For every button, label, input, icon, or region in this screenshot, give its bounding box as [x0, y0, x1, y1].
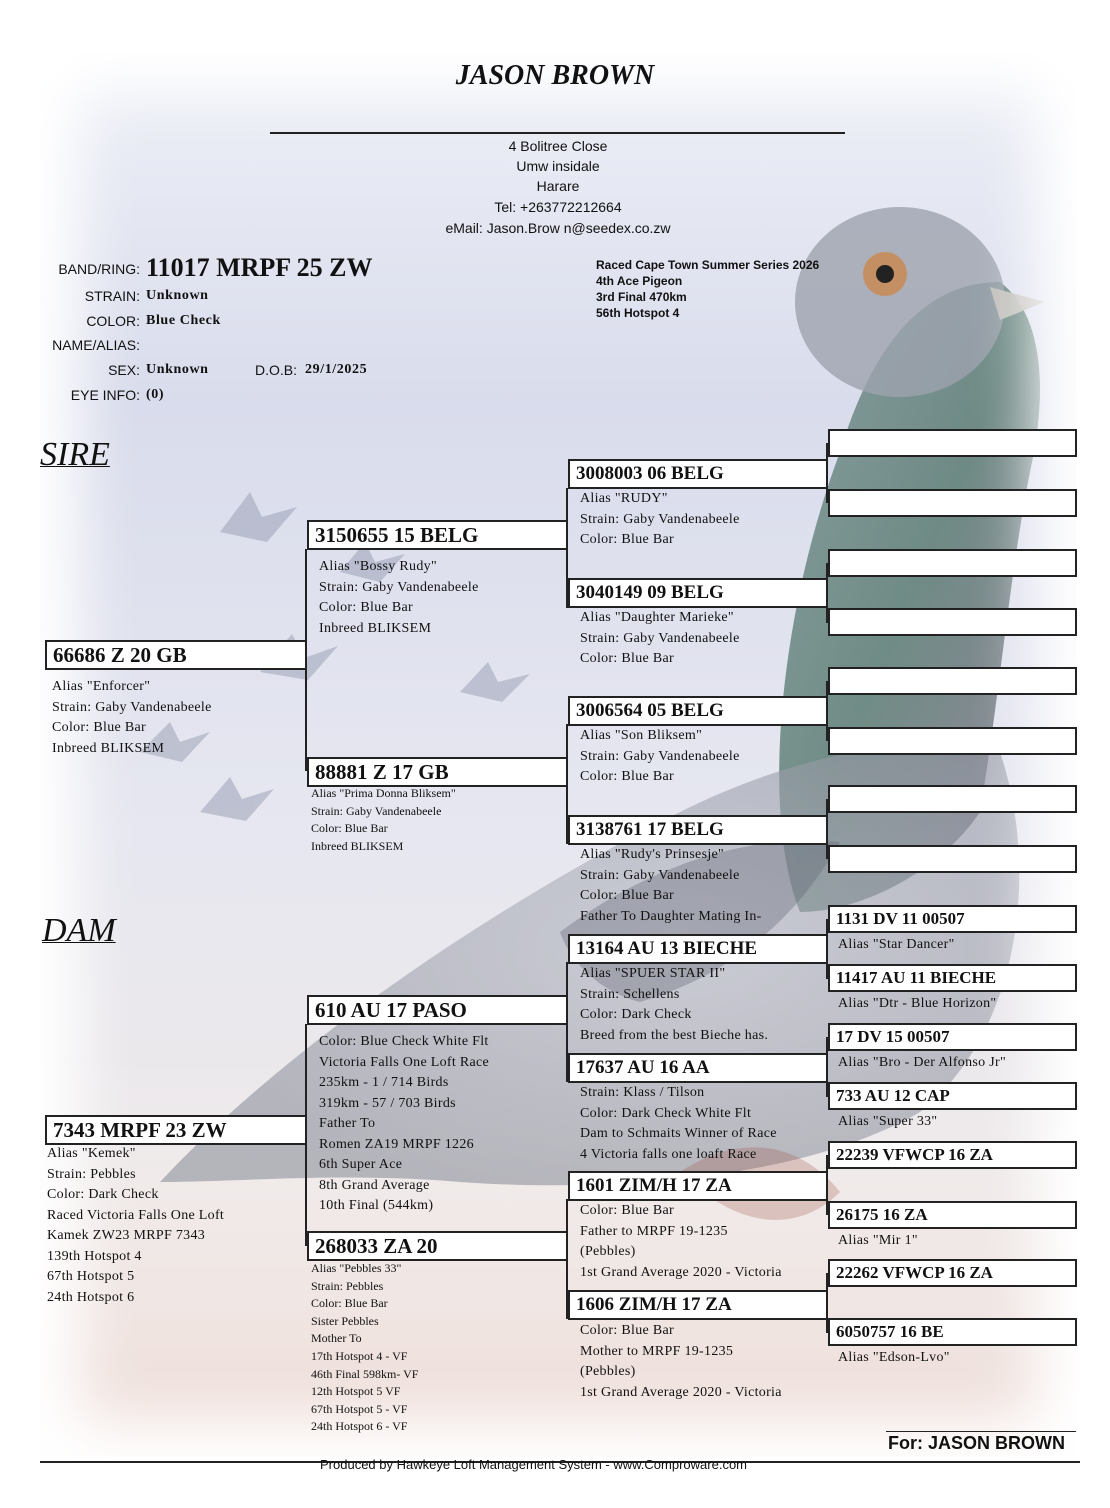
info-line: Strain: Gaby Vandenabeele [319, 579, 479, 595]
info-line: Color: Dark Check White Flt [580, 1105, 752, 1121]
info-line: Sister Pebbles [311, 1313, 379, 1328]
info-line: Father To [319, 1116, 376, 1131]
color-label: COLOR: [86, 313, 140, 329]
sex-label: SEX: [108, 362, 140, 378]
info-line: (Pebbles) [580, 1244, 636, 1259]
owner-phone: Tel: +263772212664 [494, 199, 622, 215]
info-line: Color: Blue Bar [311, 1296, 388, 1311]
info-line: 319km - 57 / 703 Birds [319, 1095, 456, 1111]
gen4-band-box-1: 1131 DV 11 00507 [828, 905, 1077, 933]
for-owner-label: For: JASON BROWN [888, 1433, 1065, 1453]
gen4-info-6: Alias "Mir 1" [838, 1233, 918, 1248]
gen3-band-box-7: 1601 ZIM/H 17 ZA [568, 1171, 828, 1201]
gen4-empty-box [828, 727, 1077, 755]
info-line: Strain: Gaby Vandenabeele [580, 867, 740, 883]
gen4-band-box-2: 11417 AU 11 BIECHE [828, 964, 1077, 992]
info-line: Alias "Rudy's Prinsesje" [580, 847, 725, 862]
dam-sire-info [319, 1032, 489, 1217]
name-alias-label: NAME/ALIAS: [52, 337, 140, 353]
info-line: Alias "Pebbles 33" [311, 1261, 402, 1275]
info-line: 46th Final 598km- VF [311, 1366, 419, 1381]
info-line: Inbreed BLIKSEM [311, 838, 404, 853]
gen3-band-box-4: 3138761 17 BELG [568, 815, 828, 845]
info-line: 1st Grand Average 2020 - Victoria [580, 1264, 782, 1280]
dob-label: D.O.B: [255, 362, 298, 378]
gen3-band-box-8: 1606 ZIM/H 17 ZA [568, 1290, 828, 1320]
info-line: 24th Hotspot 6 [47, 1289, 135, 1305]
info-line: 1st Grand Average 2020 - Victoria [580, 1384, 782, 1400]
sire-heading: SIRE [40, 436, 110, 473]
info-line: 12th Hotspot 5 VF [311, 1384, 401, 1399]
info-line: 67th Hotspot 5 - VF [311, 1401, 408, 1416]
strain-value: Unknown [146, 288, 209, 303]
info-line: Victoria Falls One Loft Race [319, 1054, 490, 1070]
gen4-band-box-4: 733 AU 12 CAP [828, 1082, 1077, 1110]
info-line: Strain: Pebbles [311, 1278, 384, 1293]
sire-band-box: 66686 Z 20 GB [45, 640, 307, 670]
info-line: 67th Hotspot 5 [47, 1269, 135, 1284]
gen4-band-box-7: 22262 VFWCP 16 ZA [828, 1259, 1077, 1287]
dam-heading: DAM [42, 912, 116, 949]
gen4-band-box-5: 22239 VFWCP 16 ZA [828, 1141, 1077, 1169]
info-line: 24th Hotspot 6 - VF [311, 1419, 408, 1434]
strain-label: STRAIN: [84, 288, 140, 304]
info-line: Color: Blue Bar [580, 532, 674, 547]
info-line: 17th Hotspot 4 - VF [311, 1348, 408, 1363]
gen4-empty-box [828, 845, 1077, 873]
dam-band-box: 7343 MRPF 23 ZW [45, 1115, 307, 1145]
dam-sire-band-box: 610 AU 17 PASO [307, 995, 568, 1025]
gen3-info-6 [580, 1083, 777, 1165]
info-line: Breed from the best Bieche has. [580, 1027, 769, 1043]
owner-address-line-2: Umw insidale [516, 158, 600, 174]
signature-line [886, 1431, 1076, 1432]
info-line: 4 Victoria falls one loaft Race [580, 1146, 757, 1162]
info-line: Alias "Prima Donna Bliksem" [311, 786, 456, 800]
info-line: Raced Victoria Falls One Loft [47, 1207, 225, 1223]
info-line: Alias "Son Bliksem" [580, 728, 703, 743]
sex-value: Unknown [146, 362, 209, 377]
gen4-info-1: Alias "Star Dancer" [838, 937, 955, 952]
race-results [596, 257, 819, 321]
gen3-info-2 [580, 608, 740, 670]
info-line: Color: Dark Check [580, 1007, 692, 1022]
info-line: Color: Blue Check White Flt [319, 1034, 489, 1049]
info-line: Color: Blue Bar [580, 769, 674, 784]
info-line: Color: Dark Check [47, 1187, 159, 1202]
dam-dam-band-box: 268033 ZA 20 [307, 1231, 568, 1261]
info-line: 235km - 1 / 714 Birds [319, 1075, 449, 1090]
gen3-band-box-2: 3040149 09 BELG [568, 578, 828, 608]
info-line: 10th Final (544km) [319, 1198, 434, 1213]
gen4-empty-box [828, 489, 1077, 517]
gen4-empty-box [828, 549, 1077, 577]
info-line: Alias "Enforcer" [52, 679, 151, 694]
info-line: Kamek ZW23 MRPF 7343 [47, 1228, 206, 1243]
gen3-band-box-3: 3006564 05 BELG [568, 696, 828, 726]
info-line: Romen ZA19 MRPF 1226 [319, 1136, 474, 1152]
sire-info [52, 677, 212, 759]
info-line: Color: Blue Bar [580, 1203, 674, 1218]
gen3-info-5 [580, 964, 768, 1046]
info-line: Strain: Schellens [580, 986, 680, 1002]
header-divider [270, 132, 845, 134]
info-line: Color: Blue Bar [580, 1323, 674, 1338]
gen3-info-7 [580, 1201, 782, 1283]
owner-name: JASON BROWN [455, 60, 655, 91]
gen3-band-box-6: 17637 AU 16 AA [568, 1053, 828, 1083]
sire-dam-band-box: 88881 Z 17 GB [307, 757, 568, 787]
info-line: Inbreed BLIKSEM [319, 620, 432, 636]
gen4-empty-box [828, 785, 1077, 813]
info-line: Strain: Gaby Vandenabeele [311, 803, 442, 818]
eye-info-label: EYE INFO: [70, 387, 140, 403]
info-line: Strain: Gaby Vandenabeele [580, 511, 740, 527]
sire-dam-info [311, 785, 456, 855]
info-line: Alias "RUDY" [580, 491, 668, 506]
info-line: Strain: Pebbles [47, 1166, 136, 1182]
gen4-band-box-6: 26175 16 ZA [828, 1201, 1077, 1229]
info-line: Color: Blue Bar [319, 600, 413, 615]
band-value: 11017 MRPF 25 ZW [146, 253, 373, 282]
gen4-band-box-8: 6050757 16 BE [828, 1318, 1077, 1346]
info-line: Strain: Gaby Vandenabeele [52, 699, 212, 715]
info-line: Color: Blue Bar [580, 888, 674, 903]
race-result-line: 4th Ace Pigeon [596, 274, 683, 288]
race-result-line: 56th Hotspot 4 [596, 306, 680, 320]
gen3-info-4 [580, 845, 762, 927]
info-line: Inbreed BLIKSEM [52, 740, 165, 756]
sire-sire-info [319, 557, 479, 639]
gen3-info-8 [580, 1321, 782, 1403]
info-line: Color: Blue Bar [52, 720, 146, 735]
info-line: Alias "Bossy Rudy" [319, 559, 437, 574]
band-label: BAND/RING: [58, 261, 140, 277]
owner-address-line-1: 4 Bolitree Close [508, 138, 608, 154]
info-line: 139th Hotspot 4 [47, 1248, 142, 1264]
gen4-empty-box [828, 608, 1077, 636]
info-line: Color: Blue Bar [580, 651, 674, 666]
info-line: Strain: Klass / Tilson [580, 1085, 705, 1100]
owner-address-line-3: Harare [536, 178, 580, 194]
gen4-info-3: Alias "Bro - Der Alfonso Jr" [838, 1055, 1006, 1070]
gen4-band-box-3: 17 DV 15 00507 [828, 1023, 1077, 1051]
gen4-info-8: Alias "Edson-Lvo" [838, 1350, 950, 1365]
info-line: Alias "SPUER STAR II" [580, 966, 726, 981]
gen3-info-1 [580, 489, 740, 551]
info-line: Mother To [311, 1331, 362, 1346]
info-line: Strain: Gaby Vandenabeele [580, 748, 740, 764]
produced-by-text: Produced by Hawkeye Loft Management System - www.Comproware.com [320, 1457, 748, 1472]
owner-email: eMail: Jason.Brow n@seedex.co.zw [445, 220, 671, 236]
info-line: Strain: Gaby Vandenabeele [580, 630, 740, 646]
color-value: Blue Check [146, 313, 221, 328]
gen4-info-4: Alias "Super 33" [838, 1114, 938, 1129]
dam-info [47, 1144, 224, 1308]
dob-value: 29/1/2025 [305, 362, 368, 377]
sire-sire-band-box: 3150655 15 BELG [307, 520, 568, 550]
gen4-info-2: Alias "Dtr - Blue Horizon" [838, 996, 997, 1011]
info-line: Color: Blue Bar [311, 821, 388, 836]
info-line: Alias "Daughter Marieke" [580, 610, 734, 625]
gen4-empty-box [828, 429, 1077, 457]
gen3-band-box-5: 13164 AU 13 BIECHE [568, 934, 828, 964]
dam-dam-info [311, 1260, 418, 1436]
info-line: Mother to MRPF 19-1235 [580, 1343, 734, 1359]
info-line: Dam to Schmaits Winner of Race [580, 1126, 777, 1141]
info-line: 6th Super Ace [319, 1157, 403, 1172]
gen3-info-3 [580, 726, 740, 788]
gen3-band-box-1: 3008003 06 BELG [568, 459, 828, 489]
eye-info-value: (0) [146, 387, 165, 402]
info-line: (Pebbles) [580, 1364, 636, 1379]
race-result-line: 3rd Final 470km [596, 290, 687, 304]
info-line: Father to MRPF 19-1235 [580, 1223, 728, 1239]
info-line: 8th Grand Average [319, 1177, 430, 1193]
info-line: Alias "Kemek" [47, 1146, 136, 1161]
info-line: Father To Daughter Mating In- [580, 908, 762, 924]
race-result-line: Raced Cape Town Summer Series 2026 [596, 258, 820, 272]
gen4-empty-box [828, 667, 1077, 695]
